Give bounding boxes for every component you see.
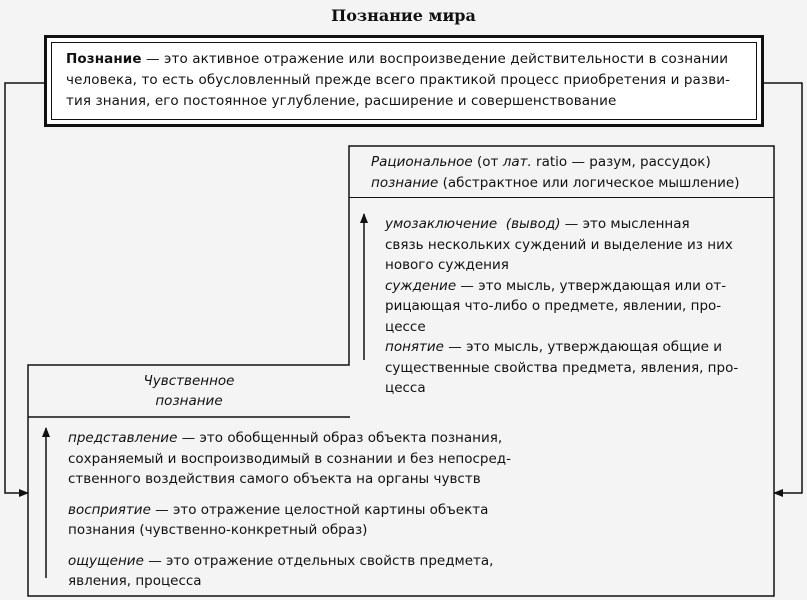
- rational-item-inference: умозаключение (вывод) — это мысленная связь нескольких суждений и выделение из них нового суждения: [385, 216, 733, 273]
- rational-item-judgment: суждение — это мысль, утверждающая или от- рицающая что-либо о предмете, явлении, про- цессе: [385, 277, 727, 335]
- rational-items: [385, 214, 775, 399]
- definition-term: Познание: [66, 51, 142, 67]
- rational-heading: Рациональное (от лат. ratio — разум, рассудок) познание (абстрактное или логическое мышление): [349, 146, 774, 198]
- rational-item-concept: понятие — это мысль, утверждающая общие и существенные свойства предмета, явления, про- цесса: [385, 339, 739, 396]
- left-connector-arrow: [5, 83, 44, 493]
- sensory-item-representation: представление — это обобщенный образ объекта познания, сохраняемый и воспроизводимый в сознании и без непосред- ственного воздействия самого объекта на органы чувств: [68, 430, 511, 487]
- sensory-heading: Чувственное познание: [143, 373, 235, 409]
- sensory-item-perception: восприятие — это отражение целостной картины объекта познания (чувственно-конкретный образ): [68, 501, 489, 538]
- sensory-item-sensation: ощущение — это отражение отдельных свойств предмета, явления, процесса: [68, 552, 494, 589]
- definition-text: Познание — это активное отражение или воспроизведение действительности в сознании человека, то есть обусловленный прежде всего практикой процесс приобретения и разви- тия знания, его постоянное углубление, расширение и совершенствование: [51, 42, 757, 120]
- sensory-items: [68, 428, 548, 592]
- page-title: Познание мира: [331, 6, 476, 25]
